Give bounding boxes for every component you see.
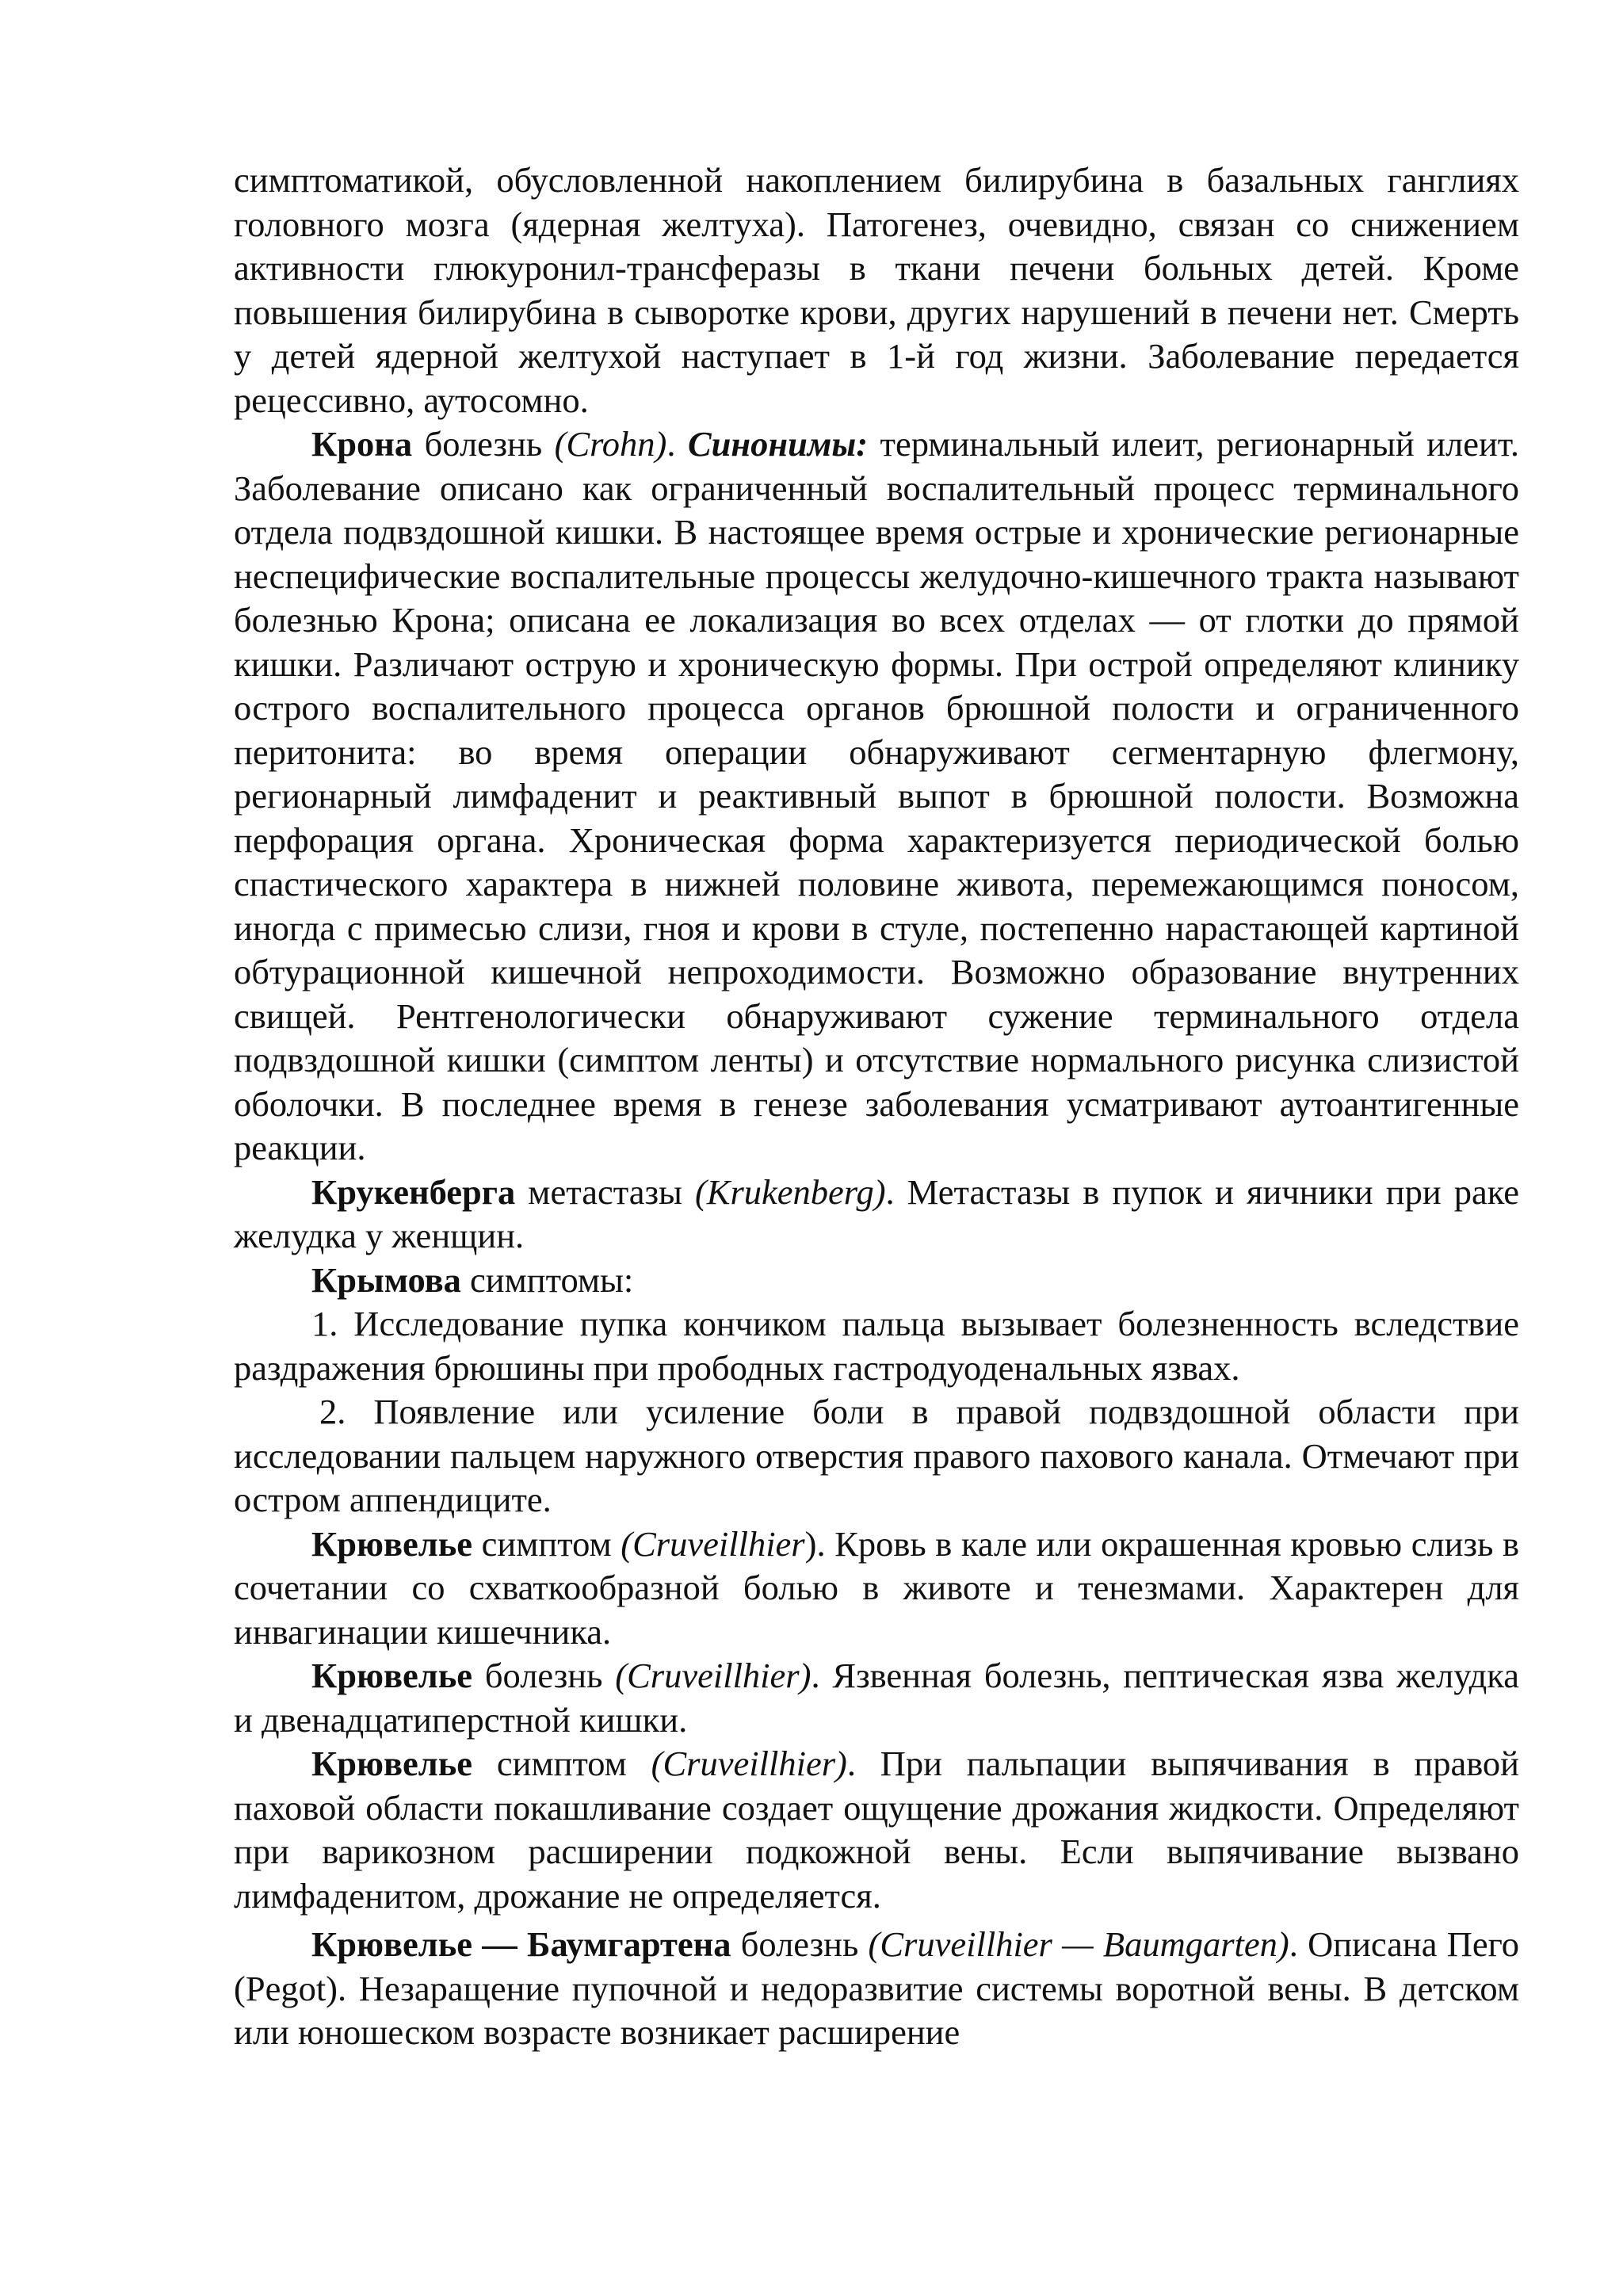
entry-kind: болезнь [412, 424, 555, 464]
entry-text: 1. Исследование пупка кончиком пальца вызывает болезненность вследствие раздражения брюшины при прободных гастродуоденальных язвах. [234, 1304, 1519, 1388]
list-item-1 [234, 1302, 1519, 1390]
entry-cruveilhier-disease [234, 1654, 1519, 1742]
document-page [234, 159, 1519, 2055]
entry-cruveilhier-symptom-1 [234, 1522, 1519, 1655]
paragraph-continuation [234, 159, 1519, 422]
entry-term: Крювелье [311, 1656, 473, 1695]
entry-latin: (Cruveillhier) [651, 1744, 847, 1783]
entry-krymov [234, 1259, 1519, 1303]
entry-text: . При пальпации выпячивания в правой паховой области покашливание создает ощущение дрожания жидкости. Определяют при варикозном расширении подкожной вены. Если выпячивание вызвано лимфаденитом, дрожание не определяется. [234, 1744, 1519, 1916]
entry-text: терминальный илеит, регионарный илеит. Заболевание описано как ограниченный воспалительный процесс терминального отдела подвздошной кишки. В настоящее время острые и хронические регионарные неспецифические воспалительные процессы желудочно-кишечного тракта называют болезнью Крона; описана ее локализация во всех отделах — от глотки до прямой кишки. Различают острую и хроническую формы. При острой определяют клинику острого воспалительного процесса органов брюшной полости и ограниченного перитонита: во время операции обнаруживают сегментарную флегмону, регионарный лимфаденит и реактивный выпот в брюшной полости. Возможна перфорация органа. Хроническая форма характеризуется периодической болью спастического характера в нижней половине живота, перемежающимся поносом, иногда с примесью слизи, гноя и крови в стуле, постепенно нарастающей картиной обтурационной кишечной непроходимости. Возможно образование внутренних свищей. Рентгенологически обнаруживают сужение терминального отдела подвздошной кишки (симптом ленты) и отсутствие нормального рисунка слизистой оболочки. В последнее время в генезе заболевания усматривают аутоантигенные реакции. [234, 424, 1519, 1167]
entry-kind: метастазы [515, 1171, 695, 1212]
entry-text: симптомы: [460, 1259, 634, 1300]
entry-term: Крювелье — Баумгартена [311, 1924, 731, 1964]
entry-krukenberg [234, 1171, 1519, 1259]
entry-term: Крымова [311, 1259, 461, 1300]
synonyms-label: Синонимы: [688, 424, 869, 464]
entry-text: . Описана Пего (Pegot). Незаращение пупочной и недоразвитие системы воротной вены. В детском или юношеском возрасте возникает расширение [234, 1924, 1520, 2052]
entry-punct: . [666, 424, 688, 464]
entry-latin: (Crohn) [554, 424, 667, 464]
entry-kind: болезнь [472, 1656, 616, 1695]
list-item-2 [234, 1390, 1519, 1522]
entry-text: . Метастазы в пупок и яичники при раке желудка у женщин. [234, 1171, 1519, 1255]
entry-text: ). Кровь в кале или окрашенная кровью слизь в сочетании со схваткообразной болью в животе и тенезмами. Характерен для инвагинации кишечника. [234, 1523, 1520, 1652]
entry-cruveilhier-baumgarten [234, 1923, 1519, 2055]
entry-kind: симптом [472, 1523, 621, 1564]
entry-term: Крювелье [311, 1523, 473, 1564]
entry-text: 2. Появление или усиление боли в правой подвздошной области при исследовании пальцем наружного отверстия правого пахового канала. Отмечают при остром аппендиците. [234, 1392, 1519, 1519]
entry-latin: (Cruveillhier [621, 1523, 805, 1564]
entry-text: . Язвенная болезнь, пептическая язва желудка и двенадцатиперстной кишки. [234, 1656, 1519, 1740]
entry-cruveilhier-symptom-2 [234, 1742, 1519, 1918]
entry-latin: (Krukenberg) [694, 1171, 886, 1212]
entry-crohn [234, 422, 1519, 1171]
entry-term: Крювелье [311, 1744, 473, 1783]
entry-kind: симптом [472, 1744, 651, 1783]
entry-latin: (Cruveillhier — Baumgarten) [868, 1924, 1289, 1964]
entry-term: Крукенберга [311, 1171, 516, 1212]
entry-kind: болезнь [731, 1924, 869, 1964]
entry-latin: (Cruveillhier) [615, 1656, 812, 1695]
entry-term: Крона [311, 424, 413, 464]
paragraph-text: симптоматикой, обусловленной накоплением билирубина в базальных ганглиях головного мозга (ядерная желтуха). Патогенез, очевидно, связан со снижением активности глюкуронил-трансферазы в ткани печени больных детей. Кроме повышения билирубина в сыворотке крови, других нарушений в печени нет. Смерть у детей ядерной желтухой наступает в 1-й год жизни. Заболевание передается рецессивно, аутосомно. [234, 160, 1519, 420]
